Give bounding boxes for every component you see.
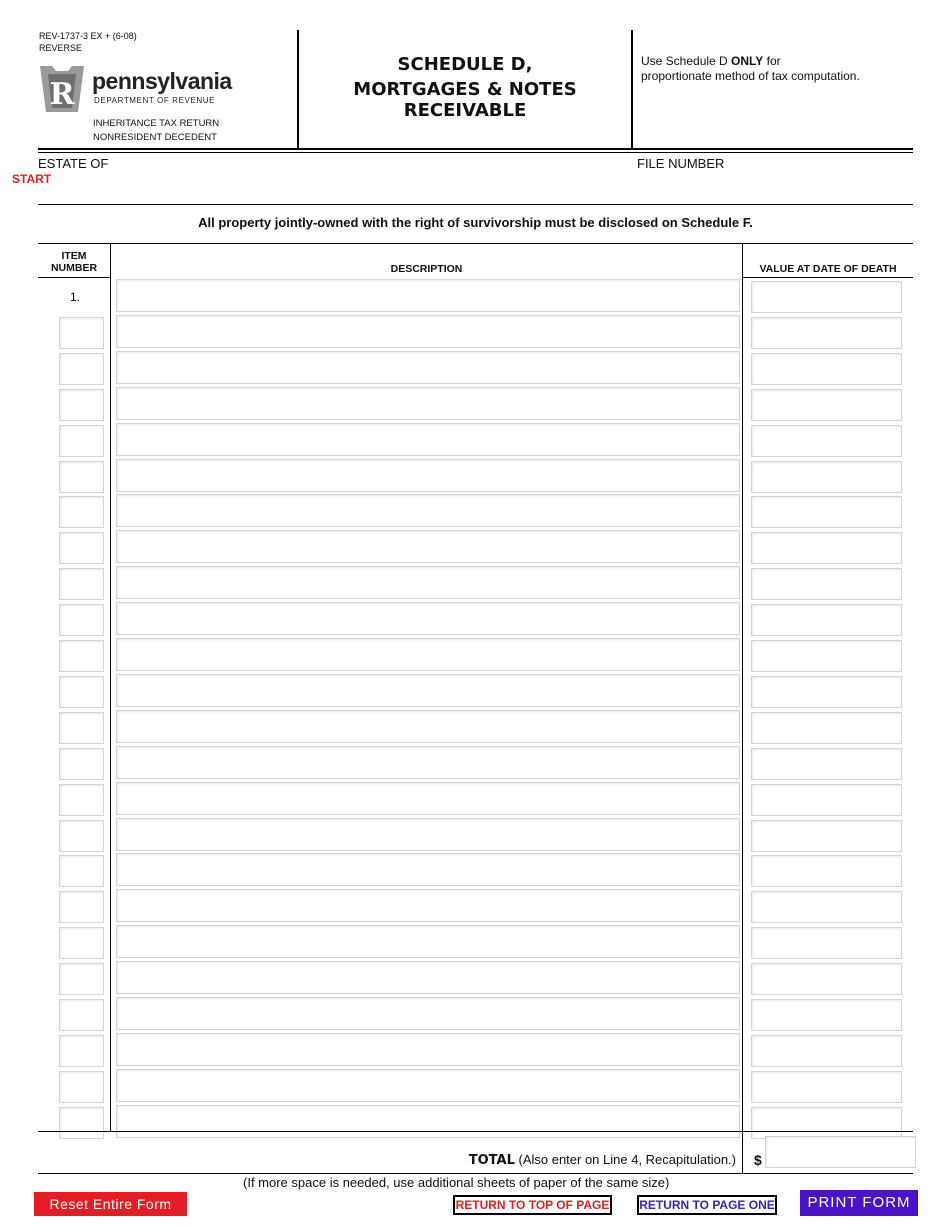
return-type-2: NONRESIDENT DECEDENT — [93, 132, 217, 143]
total-rule-bottom — [38, 1173, 913, 1174]
first-item-number: 1. — [70, 290, 81, 304]
description-input[interactable] — [116, 925, 740, 958]
total-currency: $ — [754, 1152, 762, 1168]
item-number-input[interactable] — [59, 317, 104, 349]
header-divider-right — [631, 30, 633, 148]
total-label: TOTAL — [468, 1153, 515, 1168]
notice-rule — [38, 243, 913, 244]
description-input[interactable] — [116, 351, 740, 384]
value-at-death-input[interactable] — [751, 461, 902, 493]
value-at-death-input[interactable] — [751, 999, 902, 1031]
item-number-input[interactable] — [59, 748, 104, 780]
description-input[interactable] — [116, 997, 740, 1030]
item-number-input[interactable] — [59, 820, 104, 852]
file-number-label: FILE NUMBER — [637, 156, 725, 171]
return-to-page-one-button[interactable]: RETURN TO PAGE ONE — [637, 1195, 777, 1215]
description-input[interactable] — [116, 494, 740, 527]
total-note: (Also enter on Line 4, Recapitulation.) — [518, 1152, 736, 1167]
total-value-input[interactable] — [765, 1136, 916, 1168]
start-marker: START — [12, 172, 52, 186]
item-number-input[interactable] — [59, 676, 104, 708]
description-input[interactable] — [116, 566, 740, 599]
column-header-description: DESCRIPTION — [390, 263, 463, 275]
form-number: REV-1737-3 EX + (6-08) — [39, 31, 137, 41]
value-at-death-input[interactable] — [751, 389, 902, 421]
value-at-death-input[interactable] — [751, 640, 902, 672]
item-number-input[interactable] — [59, 389, 104, 421]
description-input[interactable] — [116, 889, 740, 922]
table-header-rule-item — [38, 277, 110, 278]
value-at-death-input[interactable] — [751, 891, 902, 923]
value-at-death-input[interactable] — [751, 604, 902, 636]
item-number-input[interactable] — [59, 999, 104, 1031]
page-title — [300, 52, 630, 123]
description-input[interactable] — [116, 315, 740, 348]
description-input[interactable] — [116, 387, 740, 420]
item-number-input[interactable] — [59, 891, 104, 923]
item-number-input[interactable] — [59, 1035, 104, 1067]
item-header-line-1: ITEM — [61, 250, 87, 262]
description-input[interactable] — [116, 782, 740, 815]
agency-name: pennsylvania — [92, 68, 232, 94]
description-input[interactable] — [116, 961, 740, 994]
value-at-death-input[interactable] — [751, 568, 902, 600]
description-input[interactable] — [116, 710, 740, 743]
title-line-2: MORTGAGES & NOTES — [353, 79, 577, 100]
item-number-input[interactable] — [59, 532, 104, 564]
form-side: REVERSE — [39, 43, 83, 53]
note-line-2: proportionate method of tax computation. — [641, 69, 860, 83]
column-header-item — [38, 250, 110, 274]
note-suffix: for — [763, 54, 781, 68]
header-divider-left — [297, 30, 299, 148]
keystone-logo-icon — [38, 64, 86, 114]
estate-rule — [38, 204, 913, 205]
value-at-death-input[interactable] — [751, 1107, 902, 1139]
agency-dept: DEPARTMENT OF REVENUE — [94, 96, 216, 105]
description-input[interactable] — [116, 530, 740, 563]
item-number-input[interactable] — [59, 640, 104, 672]
value-at-death-input[interactable] — [751, 496, 902, 528]
column-header-value: VALUE AT DATE OF DEATH — [759, 263, 897, 275]
total-rule-top — [38, 1131, 913, 1132]
header-rule-top — [38, 148, 913, 150]
description-input[interactable] — [116, 1069, 740, 1102]
value-at-death-input[interactable] — [751, 784, 902, 816]
schedule-note — [641, 54, 860, 84]
title-line-1: SCHEDULE D, — [397, 54, 533, 75]
value-at-death-input[interactable] — [751, 748, 902, 780]
file-number-input[interactable] — [727, 171, 912, 201]
description-input[interactable] — [116, 1033, 740, 1066]
description-input[interactable] — [116, 1105, 740, 1138]
item-number-input[interactable] — [59, 712, 104, 744]
return-type-1: INHERITANCE TAX RETURN — [93, 118, 220, 129]
item-number-input[interactable] — [59, 784, 104, 816]
note-bold: ONLY — [731, 54, 764, 68]
svg-text:R: R — [49, 77, 75, 112]
item-number-input[interactable] — [59, 1107, 104, 1139]
print-form-button[interactable]: PRINT FORM — [800, 1190, 918, 1216]
header-rule-bottom — [38, 152, 913, 153]
estate-of-input[interactable] — [120, 171, 600, 201]
description-input[interactable] — [116, 674, 740, 707]
return-to-top-button[interactable]: RETURN TO TOP OF PAGE — [453, 1195, 612, 1215]
item-number-input[interactable] — [59, 353, 104, 385]
value-at-death-input[interactable] — [751, 317, 902, 349]
additional-sheets-note: (If more space is needed, use additional sheets of paper of the same size) — [243, 1175, 670, 1190]
description-input[interactable] — [116, 853, 740, 886]
description-input[interactable] — [116, 638, 740, 671]
value-at-death-input[interactable] — [751, 855, 902, 887]
description-input[interactable] — [116, 602, 740, 635]
item-number-input[interactable] — [59, 461, 104, 493]
item-number-input[interactable] — [59, 496, 104, 528]
item-header-line-2: NUMBER — [50, 262, 98, 274]
description-input[interactable] — [116, 746, 740, 779]
description-input[interactable] — [116, 818, 740, 851]
description-input[interactable] — [116, 459, 740, 492]
table-divider-item — [110, 243, 111, 1131]
item-number-input[interactable] — [59, 1071, 104, 1103]
value-at-death-input[interactable] — [751, 353, 902, 385]
description-input[interactable] — [116, 279, 740, 312]
joint-ownership-notice: All property jointly-owned with the right of survivorship must be disclosed on Schedule F. — [198, 215, 753, 230]
value-at-death-input[interactable] — [751, 1071, 902, 1103]
item-number-input[interactable] — [59, 855, 104, 887]
table-header-rule-value — [742, 277, 913, 278]
value-at-death-input[interactable] — [751, 963, 902, 995]
value-at-death-input[interactable] — [751, 425, 902, 457]
note-prefix: Use Schedule D — [641, 54, 732, 68]
value-at-death-input[interactable] — [751, 820, 902, 852]
value-at-death-input[interactable] — [751, 281, 902, 313]
item-number-input[interactable] — [59, 568, 104, 600]
item-number-input[interactable] — [59, 425, 104, 457]
value-at-death-input[interactable] — [751, 927, 902, 959]
value-at-death-input[interactable] — [751, 1035, 902, 1067]
reset-form-button[interactable]: Reset Entire Form — [34, 1192, 187, 1216]
total-label-group — [300, 1152, 736, 1168]
description-input[interactable] — [116, 423, 740, 456]
item-number-input[interactable] — [59, 604, 104, 636]
title-line-3: RECEIVABLE — [403, 100, 527, 121]
value-at-death-input[interactable] — [751, 532, 902, 564]
table-divider-value — [742, 243, 743, 1174]
value-at-death-input[interactable] — [751, 676, 902, 708]
estate-of-label: ESTATE OF — [38, 156, 109, 171]
value-at-death-input[interactable] — [751, 712, 902, 744]
item-number-input[interactable] — [59, 963, 104, 995]
item-number-input[interactable] — [59, 927, 104, 959]
